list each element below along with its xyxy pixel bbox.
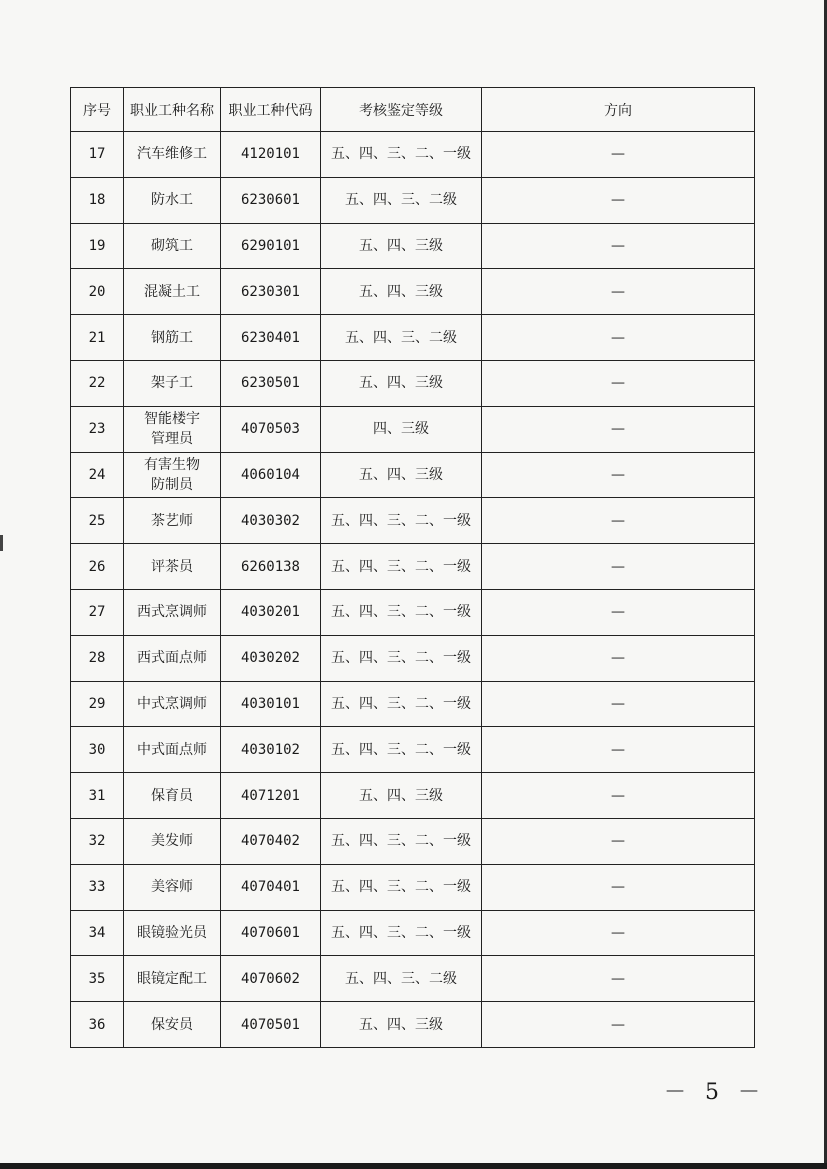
row-assessment-level: 四、三级 <box>321 406 482 452</box>
row-seq: 24 <box>71 452 124 498</box>
table-header-row <box>71 88 755 132</box>
row-direction: — <box>482 452 755 498</box>
table-row <box>71 452 755 498</box>
table-row <box>71 818 755 864</box>
table-row <box>71 223 755 269</box>
row-occupation-name: 混凝土工 <box>124 269 221 315</box>
row-assessment-level: 五、四、三、二、一级 <box>321 727 482 773</box>
scan-mark <box>0 535 3 551</box>
header-occupation-code: 职业工种代码 <box>221 88 321 132</box>
row-occupation-code: 6290101 <box>221 223 321 269</box>
row-direction: — <box>482 1002 755 1048</box>
row-seq: 20 <box>71 269 124 315</box>
occupation-name-line: 防制员 <box>151 476 193 493</box>
row-direction: — <box>482 360 755 406</box>
row-direction: — <box>482 589 755 635</box>
row-assessment-level: 五、四、三、二、一级 <box>321 681 482 727</box>
header-direction: 方向 <box>482 88 755 132</box>
row-assessment-level: 五、四、三级 <box>321 452 482 498</box>
row-occupation-code: 4070503 <box>221 406 321 452</box>
row-occupation-code: 4120101 <box>221 132 321 178</box>
row-direction: — <box>482 132 755 178</box>
table-row <box>71 132 755 178</box>
table-row <box>71 360 755 406</box>
row-assessment-level: 五、四、三、二、一级 <box>321 910 482 956</box>
table-row <box>71 544 755 590</box>
row-seq: 19 <box>71 223 124 269</box>
row-occupation-code: 4030302 <box>221 498 321 544</box>
row-seq: 27 <box>71 589 124 635</box>
row-seq: 34 <box>71 910 124 956</box>
row-occupation-code: 4071201 <box>221 773 321 819</box>
row-seq: 33 <box>71 864 124 910</box>
row-occupation-code: 4030101 <box>221 681 321 727</box>
row-assessment-level: 五、四、三、二级 <box>321 956 482 1002</box>
row-seq: 17 <box>71 132 124 178</box>
occupation-name-line: 有害生物 <box>144 456 200 473</box>
row-occupation-name <box>124 452 221 498</box>
row-assessment-level: 五、四、三、二、一级 <box>321 818 482 864</box>
row-direction: — <box>482 727 755 773</box>
row-occupation-name: 保安员 <box>124 1002 221 1048</box>
table-row <box>71 635 755 681</box>
table-row <box>71 773 755 819</box>
row-direction: — <box>482 498 755 544</box>
row-occupation-name: 西式面点师 <box>124 635 221 681</box>
row-occupation-name: 美容师 <box>124 864 221 910</box>
table-row <box>71 177 755 223</box>
row-occupation-code: 4070401 <box>221 864 321 910</box>
table-body <box>71 132 755 1048</box>
row-assessment-level: 五、四、三级 <box>321 773 482 819</box>
row-direction: — <box>482 910 755 956</box>
row-occupation-name: 茶艺师 <box>124 498 221 544</box>
row-assessment-level: 五、四、三、二级 <box>321 177 482 223</box>
row-occupation-name: 砌筑工 <box>124 223 221 269</box>
row-occupation-code: 4060104 <box>221 452 321 498</box>
row-assessment-level: 五、四、三、二、一级 <box>321 589 482 635</box>
row-occupation-name: 防水工 <box>124 177 221 223</box>
row-assessment-level: 五、四、三、二级 <box>321 315 482 361</box>
row-seq: 25 <box>71 498 124 544</box>
table-row <box>71 727 755 773</box>
row-assessment-level: 五、四、三级 <box>321 223 482 269</box>
row-assessment-level: 五、四、三、二、一级 <box>321 498 482 544</box>
row-assessment-level: 五、四、三级 <box>321 269 482 315</box>
row-assessment-level: 五、四、三、二、一级 <box>321 132 482 178</box>
row-direction: — <box>482 635 755 681</box>
table-row <box>71 498 755 544</box>
row-direction: — <box>482 681 755 727</box>
row-assessment-level: 五、四、三级 <box>321 360 482 406</box>
row-direction: — <box>482 269 755 315</box>
row-assessment-level: 五、四、三、二、一级 <box>321 544 482 590</box>
header-occupation-name: 职业工种名称 <box>124 88 221 132</box>
occupation-table <box>70 87 755 1048</box>
row-seq: 30 <box>71 727 124 773</box>
table-row <box>71 1002 755 1048</box>
row-occupation-code: 4070402 <box>221 818 321 864</box>
row-occupation-code: 4030102 <box>221 727 321 773</box>
header-seq: 序号 <box>71 88 124 132</box>
table-row <box>71 910 755 956</box>
row-occupation-code: 4070601 <box>221 910 321 956</box>
page-number: － 5 － <box>664 1080 766 1105</box>
table-row <box>71 681 755 727</box>
row-occupation-name <box>124 406 221 452</box>
occupation-name-line: 管理员 <box>151 431 193 448</box>
row-occupation-name: 美发师 <box>124 818 221 864</box>
table-row <box>71 269 755 315</box>
row-direction: — <box>482 956 755 1002</box>
row-occupation-code: 4070501 <box>221 1002 321 1048</box>
row-direction: — <box>482 864 755 910</box>
row-seq: 28 <box>71 635 124 681</box>
row-occupation-name: 评茶员 <box>124 544 221 590</box>
row-direction: — <box>482 223 755 269</box>
row-seq: 31 <box>71 773 124 819</box>
row-occupation-code: 6260138 <box>221 544 321 590</box>
table-row <box>71 864 755 910</box>
table-row <box>71 956 755 1002</box>
row-seq: 23 <box>71 406 124 452</box>
table-row <box>71 406 755 452</box>
row-seq: 32 <box>71 818 124 864</box>
row-occupation-code: 6230401 <box>221 315 321 361</box>
header-assessment-level: 考核鉴定等级 <box>321 88 482 132</box>
row-occupation-name: 西式烹调师 <box>124 589 221 635</box>
row-seq: 21 <box>71 315 124 361</box>
row-occupation-code: 4070602 <box>221 956 321 1002</box>
row-seq: 26 <box>71 544 124 590</box>
row-occupation-name: 钢筋工 <box>124 315 221 361</box>
row-seq: 35 <box>71 956 124 1002</box>
occupation-name-line: 智能楼宇 <box>144 411 200 428</box>
table-row <box>71 589 755 635</box>
row-direction: — <box>482 773 755 819</box>
row-occupation-code: 6230501 <box>221 360 321 406</box>
scan-border-bottom <box>0 1163 827 1169</box>
row-assessment-level: 五、四、三级 <box>321 1002 482 1048</box>
row-occupation-code: 6230301 <box>221 269 321 315</box>
row-occupation-code: 6230601 <box>221 177 321 223</box>
row-direction: — <box>482 315 755 361</box>
row-direction: — <box>482 544 755 590</box>
table-row <box>71 315 755 361</box>
row-seq: 22 <box>71 360 124 406</box>
row-assessment-level: 五、四、三、二、一级 <box>321 864 482 910</box>
row-direction: — <box>482 818 755 864</box>
row-direction: — <box>482 177 755 223</box>
row-occupation-name: 保育员 <box>124 773 221 819</box>
row-occupation-code: 4030201 <box>221 589 321 635</box>
row-occupation-name: 中式面点师 <box>124 727 221 773</box>
row-seq: 29 <box>71 681 124 727</box>
row-direction: — <box>482 406 755 452</box>
row-occupation-name: 中式烹调师 <box>124 681 221 727</box>
row-seq: 18 <box>71 177 124 223</box>
row-occupation-name: 汽车维修工 <box>124 132 221 178</box>
row-occupation-name: 眼镜验光员 <box>124 910 221 956</box>
row-assessment-level: 五、四、三、二、一级 <box>321 635 482 681</box>
row-occupation-name: 眼镜定配工 <box>124 956 221 1002</box>
row-seq: 36 <box>71 1002 124 1048</box>
row-occupation-name: 架子工 <box>124 360 221 406</box>
row-occupation-code: 4030202 <box>221 635 321 681</box>
